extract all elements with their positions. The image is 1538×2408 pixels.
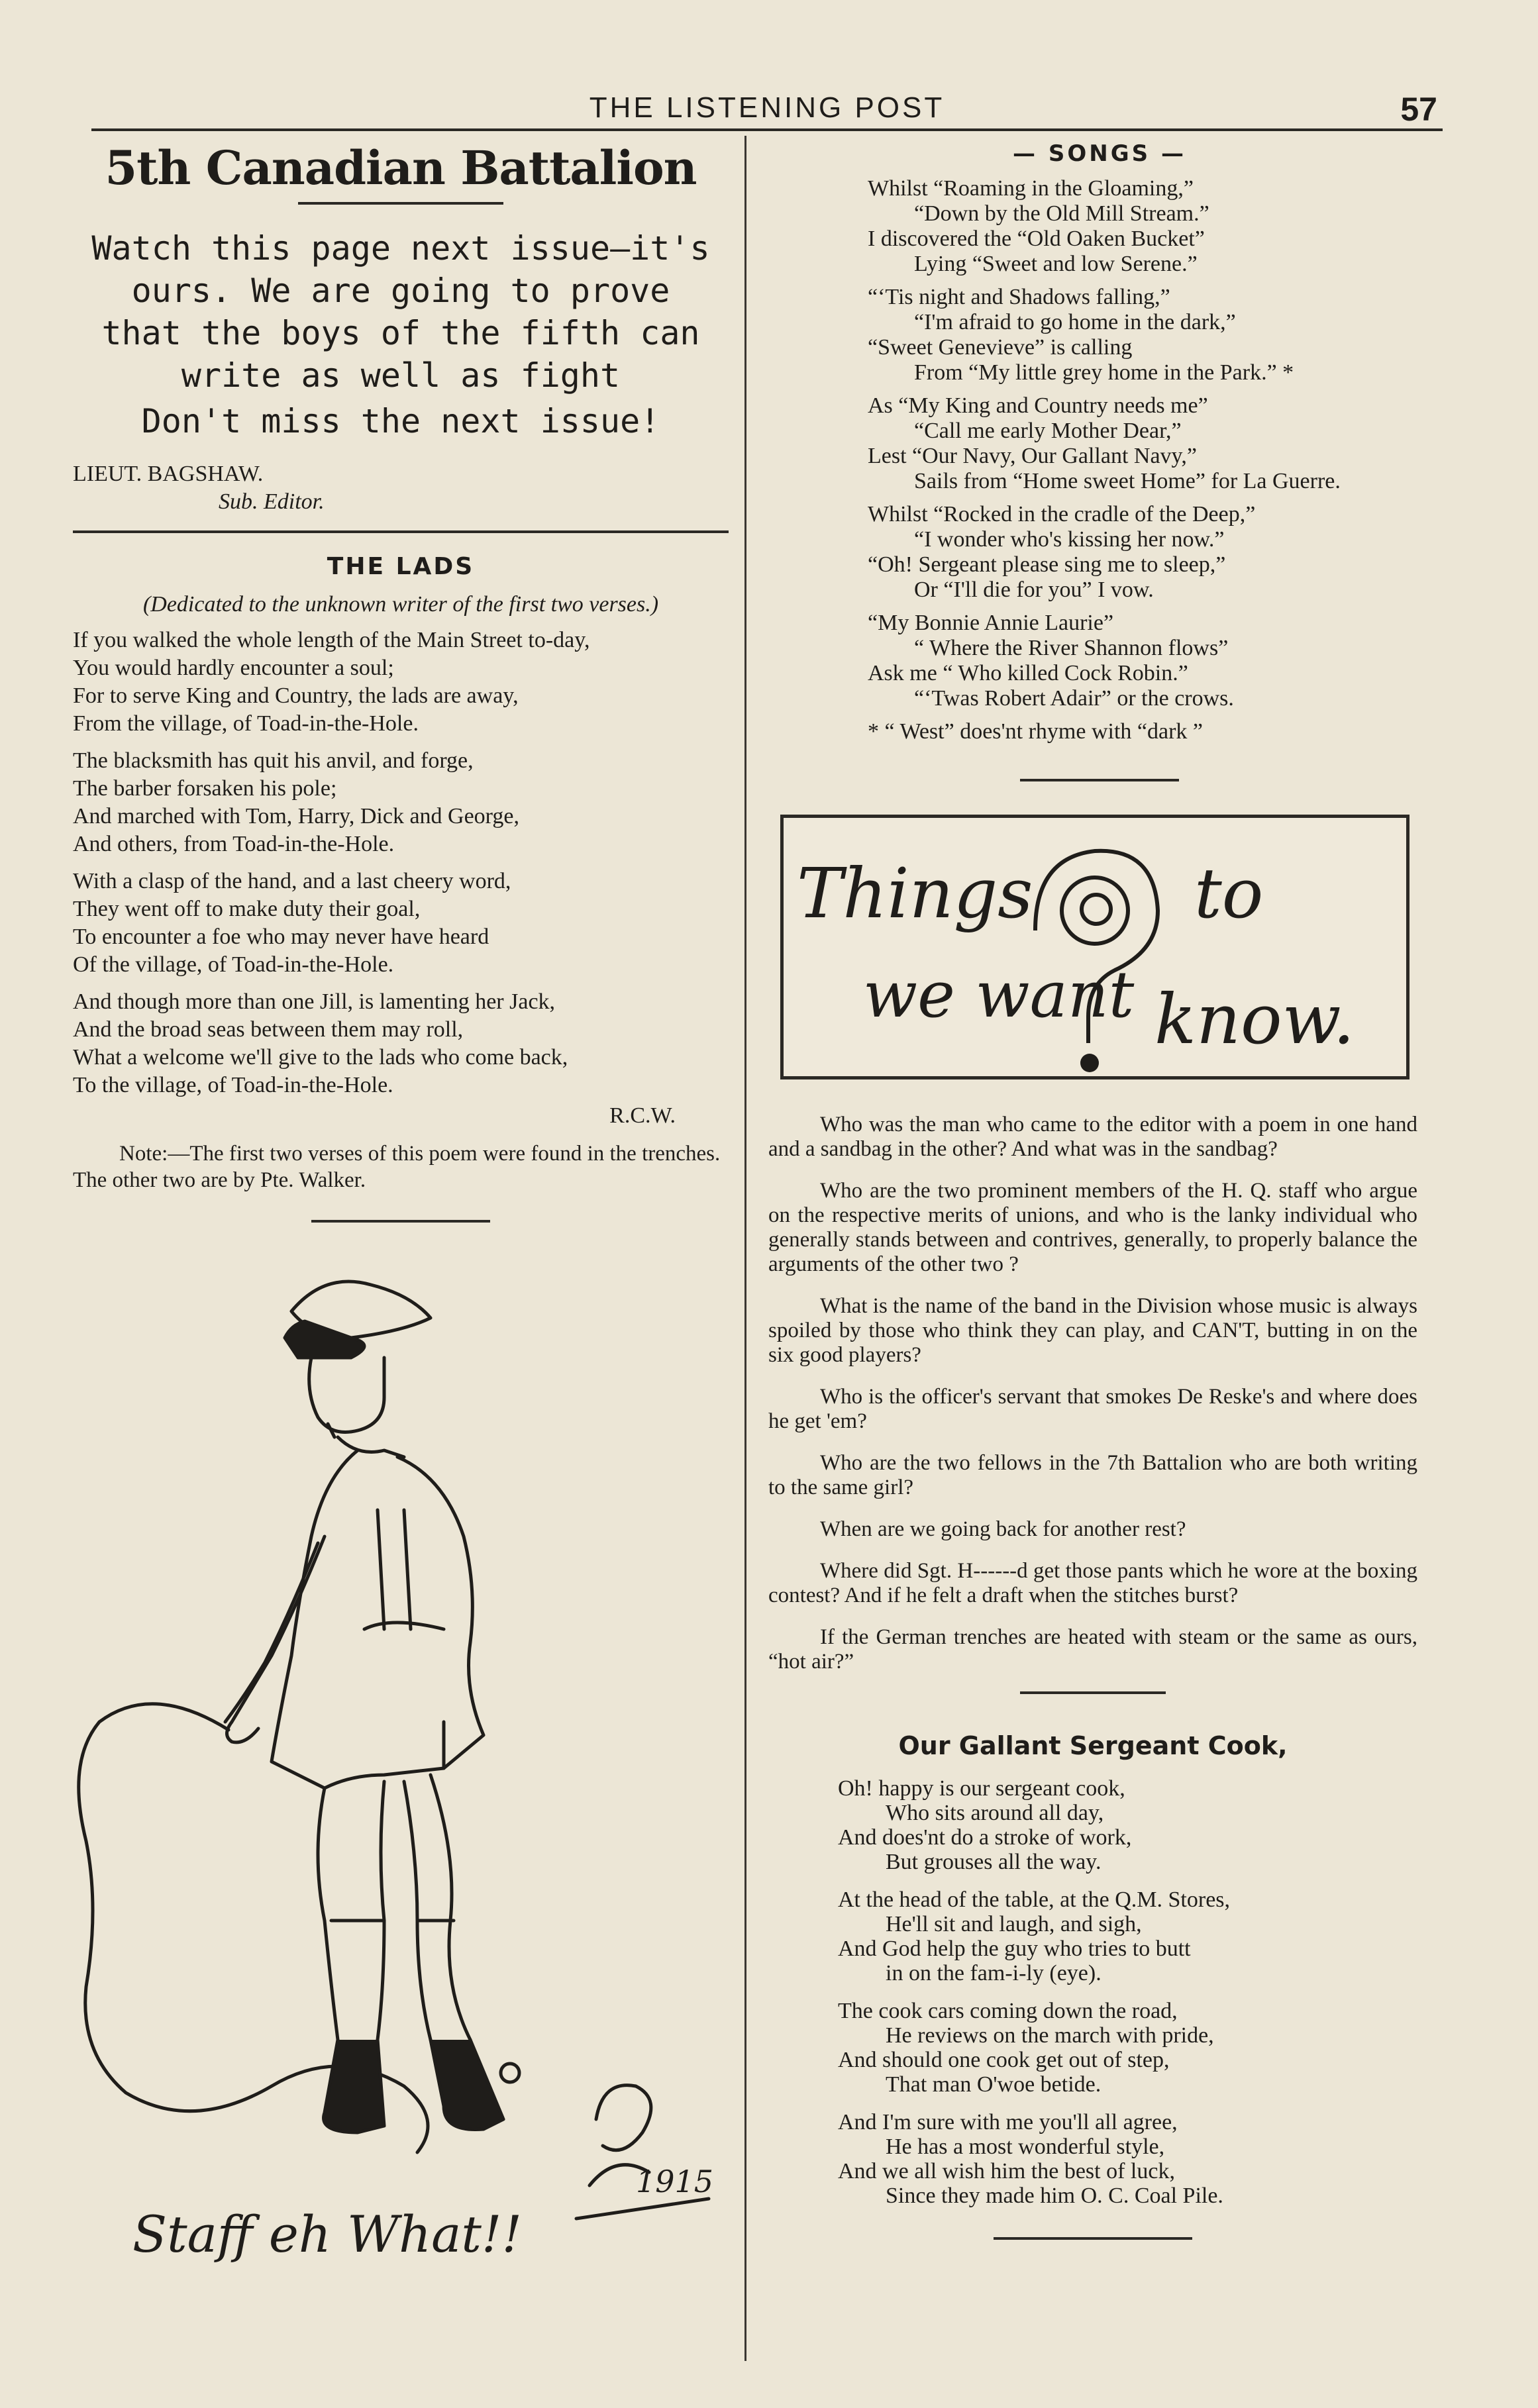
songs-poem — [768, 176, 1431, 744]
poem-line: He'll sit and laugh, and sigh, — [886, 1912, 1142, 1936]
poem-stanza — [868, 502, 1431, 603]
poem-note: Note:—The first two verses of this poem were found in the trenches. The other two are by Pte. Walker. — [73, 1142, 721, 1192]
poem-line: And does'nt do a stroke of work, — [838, 1825, 1132, 1850]
poem-line: Of the village, of Toad-in-the-Hole. — [73, 952, 394, 977]
poem-line: Ask me “ Who killed Cock Robin.” — [868, 661, 1188, 685]
poem-stanza — [838, 1776, 1417, 1874]
byline-role: Sub. Editor. — [219, 489, 325, 514]
poem-line: “Sweet Genevieve” is calling — [868, 335, 1133, 360]
poem-line: They went off to make duty their goal, — [73, 897, 421, 921]
banner-word-things: Things — [797, 853, 1033, 934]
poem-stanza — [868, 176, 1431, 277]
poem-line: The cook cars coming down the road, — [838, 1999, 1178, 2023]
poem-line: And God help the guy who tries to butt — [838, 1936, 1191, 1961]
poem-line: But grouses all the way. — [886, 1850, 1102, 1874]
poem-line: With a clasp of the hand, and a last cheery word, — [73, 869, 511, 893]
poem-stanza — [868, 611, 1431, 711]
cartoon-year: 1915 — [636, 2164, 714, 2199]
poem-line: “Down by the Old Mill Stream.” — [914, 201, 1209, 226]
poem-line: To the village, of Toad-in-the-Hole. — [73, 1073, 393, 1097]
poem-stanza — [868, 719, 1431, 744]
short-divider — [994, 2237, 1192, 2240]
poem-line: And the broad seas between them may roll, — [73, 1017, 464, 1042]
banner-word-know: know. — [1154, 979, 1355, 1060]
poem-line: And we all wish him the best of luck, — [838, 2159, 1175, 2183]
poem-line: “Call me early Mother Dear,” — [914, 419, 1182, 443]
short-divider — [1020, 1691, 1166, 1694]
question-mark-banner-art — [784, 818, 1406, 1076]
poem-line: Or “I'll die for you” I vow. — [914, 577, 1154, 602]
poem-line: The barber forsaken his pole; — [73, 776, 337, 801]
poem-stanza — [838, 1999, 1417, 2097]
byline — [73, 460, 729, 516]
question-item: Who are the two prominent members of the H. Q. staff who argue on the respective merits of unions, and who is the lanky individual who generally stands between and contrives, generally, to properly balance the arguments of the other two ? — [768, 1179, 1417, 1276]
poem-line: Oh! happy is our sergeant cook, — [838, 1776, 1125, 1801]
notice-line: that the boys of the fifth can — [101, 314, 700, 352]
section-rule — [73, 530, 729, 533]
poem-line: I discovered the “Old Oaken Bucket” — [868, 226, 1205, 251]
page-header — [91, 91, 1443, 131]
poem-line: “ Where the River Shannon flows” — [914, 636, 1229, 660]
question-dot-icon — [1080, 1054, 1099, 1072]
poem-line: And marched with Tom, Harry, Dick and George, — [73, 804, 519, 828]
question-item: Who are the two fellows in the 7th Battalion who are both writing to the same girl? — [768, 1451, 1417, 1499]
banner-word-to: to — [1194, 853, 1264, 934]
poem-stanza — [73, 868, 729, 979]
short-divider — [311, 1220, 490, 1223]
poem-line: “My Bonnie Annie Laurie” — [868, 611, 1114, 635]
poem-stanza — [73, 747, 729, 858]
poem-line: Whilst “Roaming in the Gloaming,” — [868, 176, 1194, 201]
question-item: Who was the man who came to the editor with a poem in one hand and a sandbag in the other? And what was in the sandbag? — [768, 1113, 1417, 1161]
poem-line: From “My little grey home in the Park.” * — [914, 360, 1294, 385]
poem-line: The blacksmith has quit his anvil, and forge, — [73, 748, 474, 773]
lads-poem — [73, 627, 729, 1099]
battalion-notice — [73, 227, 729, 397]
poem-line: Lest “Our Navy, Our Gallant Navy,” — [868, 444, 1197, 468]
question-item: Who is the officer's servant that smokes De Reske's and where does he get 'em? — [768, 1385, 1417, 1433]
poem-line: To encounter a foe who may never have heard — [73, 925, 489, 949]
poem-line: “‘Tis night and Shadows falling,” — [868, 285, 1170, 309]
notice-line: Watch this page next issue—it's — [91, 229, 710, 268]
poem-line: At the head of the table, at the Q.M. Stores, — [838, 1887, 1231, 1912]
cook-heading: Our Gallant Sergeant Cook, — [898, 1731, 1288, 1760]
poem-line: Who sits around all day, — [886, 1801, 1104, 1825]
poem-line: And others, from Toad-in-the-Hole. — [73, 832, 395, 856]
poem-signature: R.C.W. — [609, 1103, 676, 1128]
officer-drawing — [73, 1258, 735, 2291]
poem-line: That man O'woe betide. — [886, 2072, 1102, 2097]
short-divider — [1020, 779, 1179, 781]
publication-title: THE LISTENING POST — [589, 91, 945, 124]
poem-line: Since they made him O. C. Coal Pile. — [886, 2183, 1223, 2208]
poem-line: Lying “Sweet and low Serene.” — [914, 252, 1198, 276]
poem-line: And I'm sure with me you'll all agree, — [838, 2110, 1178, 2134]
poem-stanza — [868, 285, 1431, 385]
poem-line: And should one cook get out of step, — [838, 2048, 1170, 2072]
cook-poem — [768, 1776, 1417, 2208]
question-item: Where did Sgt. H------d get those pants which he wore at the boxing contest? And if he felt a draft when the stitches burst? — [768, 1559, 1417, 1607]
poem-line: What a welcome we'll give to the lads who come back, — [73, 1045, 568, 1070]
poem-line: From the village, of Toad-in-the-Hole. — [73, 711, 419, 736]
poem-line: He has a most wonderful style, — [886, 2134, 1165, 2159]
poem-stanza — [73, 988, 729, 1099]
notice-line: ours. We are going to prove — [131, 272, 670, 310]
notice-last-line: Don't miss the next issue! — [141, 402, 660, 440]
songs-heading: — SONGS — — [1013, 140, 1186, 167]
poem-line: As “My King and Country needs me” — [868, 393, 1208, 418]
poem-line: Sails from “Home sweet Home” for La Guerre. — [914, 469, 1341, 493]
poem-line: “Oh! Sergeant please sing me to sleep,” — [868, 552, 1226, 577]
question-item: When are we going back for another rest? — [820, 1517, 1186, 1541]
right-column — [768, 132, 1431, 2208]
poem-line: He reviews on the march with pride, — [886, 2023, 1214, 2048]
column-divider — [744, 136, 746, 2361]
notice-line: write as well as fight — [181, 356, 621, 395]
title-rule — [298, 202, 503, 205]
poem-line: * “ West” does'nt rhyme with “dark ” — [868, 719, 1203, 744]
poem-line: in on the fam-i-ly (eye). — [886, 1961, 1102, 1985]
poem-line: “I wonder who's kissing her now.” — [914, 527, 1225, 552]
poem-line: “‘Twas Robert Adair” or the crows. — [914, 686, 1234, 711]
cartoon-caption: Staff eh What!! — [132, 2205, 522, 2264]
question-item: What is the name of the band in the Division whose music is always spoiled by those who think they can play, and CAN'T, butting in on the six good players? — [768, 1294, 1417, 1367]
things-we-want-to-know-banner — [780, 815, 1410, 1079]
battalion-title: 5th Canadian Battalion — [105, 140, 697, 195]
page-number: 57 — [1400, 91, 1437, 128]
poem-line: If you walked the whole length of the Main Street to-day, — [73, 628, 590, 652]
banner-word-we-want: we want — [863, 958, 1135, 1032]
poem-line: And though more than one Jill, is lamenting her Jack, — [73, 989, 556, 1014]
left-column — [73, 132, 729, 1223]
poem-line: “I'm afraid to go home in the dark,” — [914, 310, 1236, 334]
poem-stanza — [868, 393, 1431, 494]
question-item: If the German trenches are heated with steam or the same as ours, “hot air?” — [768, 1625, 1417, 1674]
byline-name: LIEUT. BAGSHAW. — [73, 462, 264, 486]
poem-line: For to serve King and Country, the lads are away, — [73, 683, 519, 708]
poem-stanza — [838, 1887, 1417, 1985]
questions-list — [768, 1113, 1417, 2240]
poem-stanza — [73, 627, 729, 738]
poem-line: You would hardly encounter a soul; — [73, 656, 394, 680]
lads-dedication: (Dedicated to the unknown writer of the first two verses.) — [142, 592, 659, 617]
lads-heading: THE LADS — [327, 553, 475, 580]
poem-stanza — [838, 2110, 1417, 2208]
cartoon-illustration — [73, 1258, 735, 2291]
poem-line: Whilst “Rocked in the cradle of the Deep,” — [868, 502, 1256, 527]
